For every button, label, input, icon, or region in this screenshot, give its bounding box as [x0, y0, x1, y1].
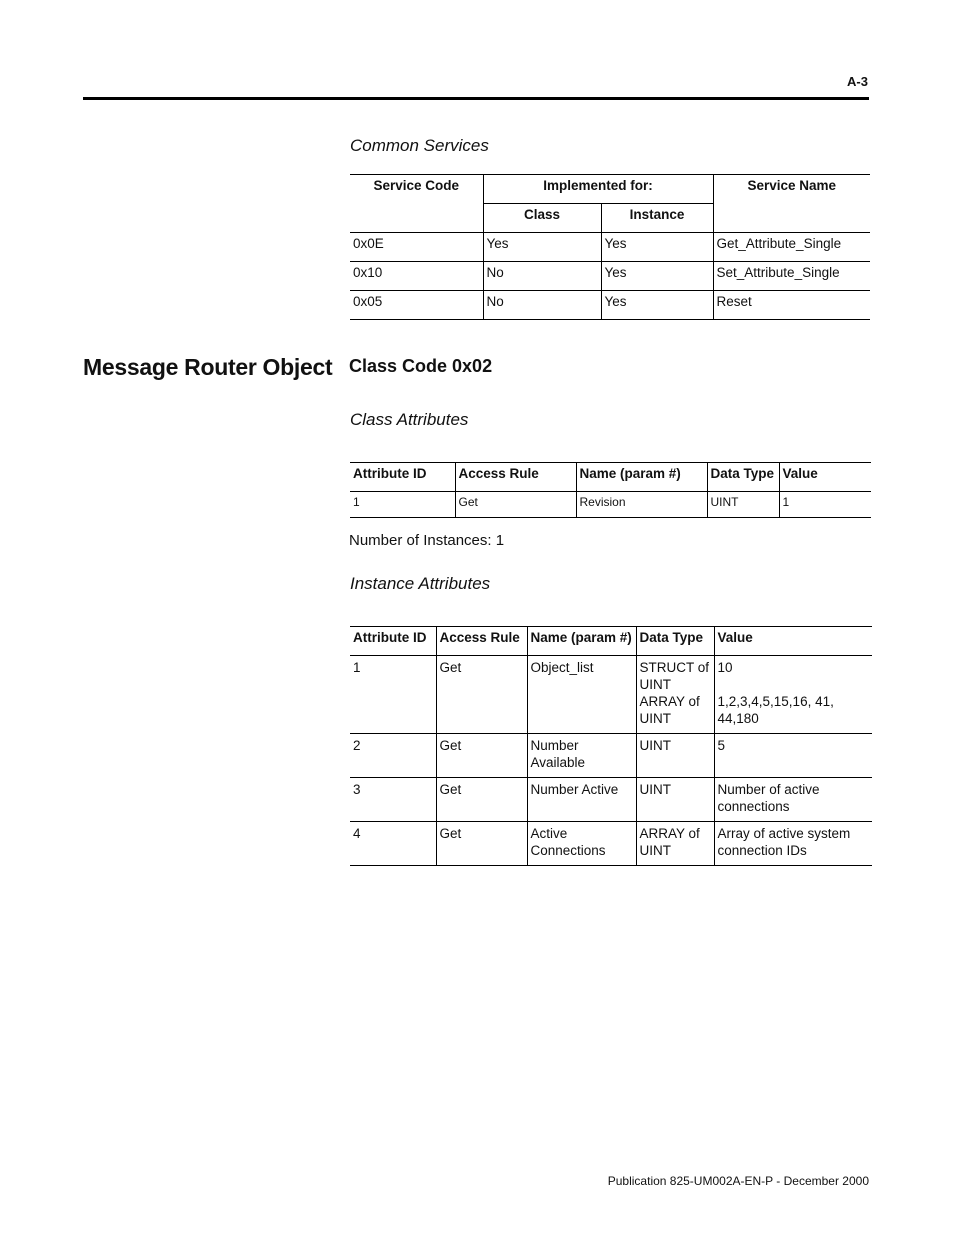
- cell-value: Array of active system connection IDs: [714, 822, 872, 866]
- col-data-type: Data Type: [707, 463, 779, 492]
- common-services-table: [350, 174, 870, 320]
- cell-instance: Yes: [601, 262, 713, 291]
- number-of-instances: Number of Instances: 1: [349, 532, 505, 549]
- cell-value: 1: [779, 492, 871, 518]
- type-line: UINT: [639, 677, 671, 692]
- col-attribute-id: Attribute ID: [350, 627, 436, 656]
- cell-access: Get: [455, 492, 576, 518]
- type-line: UINT: [639, 711, 671, 726]
- col-service-name: Service Name: [713, 175, 870, 233]
- cell-code: 0x0E: [350, 233, 483, 262]
- type-line: ARRAY of: [639, 694, 700, 709]
- cell-instance: Yes: [601, 233, 713, 262]
- table-row: [350, 492, 871, 518]
- cell-type: UINT: [707, 492, 779, 518]
- header-rule: [83, 97, 869, 100]
- cell-code: 0x10: [350, 262, 483, 291]
- cell-name: Set_Attribute_Single: [713, 262, 870, 291]
- cell-instance: Yes: [601, 291, 713, 320]
- class-attributes-heading: Class Attributes: [350, 410, 469, 429]
- table-row: [350, 822, 872, 866]
- cell-class: No: [483, 262, 601, 291]
- value-line: 10: [717, 660, 733, 675]
- cell-value: 5: [714, 734, 872, 778]
- col-service-code: Service Code: [350, 175, 483, 233]
- publication-footer: Publication 825-UM002A-EN-P - December 2000: [607, 1174, 869, 1188]
- cell-name: Get_Attribute_Single: [713, 233, 870, 262]
- col-value: Value: [714, 627, 872, 656]
- cell-access: Get: [436, 778, 527, 822]
- cell-name: Object_list: [527, 656, 636, 734]
- cell-name: Reset: [713, 291, 870, 320]
- class-code-title: Class Code 0x02: [349, 356, 493, 376]
- cell-type: ARRAY of UINT: [636, 822, 714, 866]
- table-row: [350, 656, 872, 734]
- cell-access: Get: [436, 734, 527, 778]
- value-spacer: [718, 676, 870, 693]
- col-implemented-for: Implemented for:: [483, 175, 713, 204]
- cell-value: [714, 656, 872, 734]
- table-header-row: [350, 463, 871, 492]
- col-instance: Instance: [601, 204, 713, 233]
- cell-value: Number of active connections: [714, 778, 872, 822]
- table-row: [350, 778, 872, 822]
- col-class: Class: [483, 204, 601, 233]
- section-title: Message Router Object: [83, 354, 333, 380]
- cell-type: UINT: [636, 734, 714, 778]
- col-attribute-id: Attribute ID: [350, 463, 455, 492]
- cell-access: Get: [436, 656, 527, 734]
- col-name: Name (param #): [576, 463, 707, 492]
- cell-id: 2: [350, 734, 436, 778]
- cell-class: No: [483, 291, 601, 320]
- cell-code: 0x05: [350, 291, 483, 320]
- cell-name: Number Available: [527, 734, 636, 778]
- cell-name: Active Connections: [527, 822, 636, 866]
- table-header-row: [350, 627, 872, 656]
- class-attributes-table: [350, 462, 871, 518]
- table-row: [350, 734, 872, 778]
- cell-id: 4: [350, 822, 436, 866]
- col-access-rule: Access Rule: [436, 627, 527, 656]
- col-access-rule: Access Rule: [455, 463, 576, 492]
- instance-attributes-heading: Instance Attributes: [350, 574, 491, 593]
- cell-name: Number Active: [527, 778, 636, 822]
- col-data-type: Data Type: [636, 627, 714, 656]
- table-row: [350, 262, 870, 291]
- type-line: STRUCT of: [639, 660, 710, 675]
- cell-id: 1: [350, 656, 436, 734]
- table-row: [350, 233, 870, 262]
- cell-class: Yes: [483, 233, 601, 262]
- instance-attributes-table: [350, 626, 872, 866]
- common-services-heading: Common Services: [350, 136, 489, 155]
- table-header-row: [350, 175, 870, 204]
- col-value: Value: [779, 463, 871, 492]
- cell-name: Revision: [576, 492, 707, 518]
- cell-access: Get: [436, 822, 527, 866]
- cell-id: 1: [350, 492, 455, 518]
- cell-type: [636, 656, 714, 734]
- cell-type: UINT: [636, 778, 714, 822]
- page-number: A-3: [847, 74, 868, 89]
- value-line: 1,2,3,4,5,15,16, 41, 44,180: [717, 694, 834, 726]
- cell-id: 3: [350, 778, 436, 822]
- table-row: [350, 291, 870, 320]
- col-name: Name (param #): [527, 627, 636, 656]
